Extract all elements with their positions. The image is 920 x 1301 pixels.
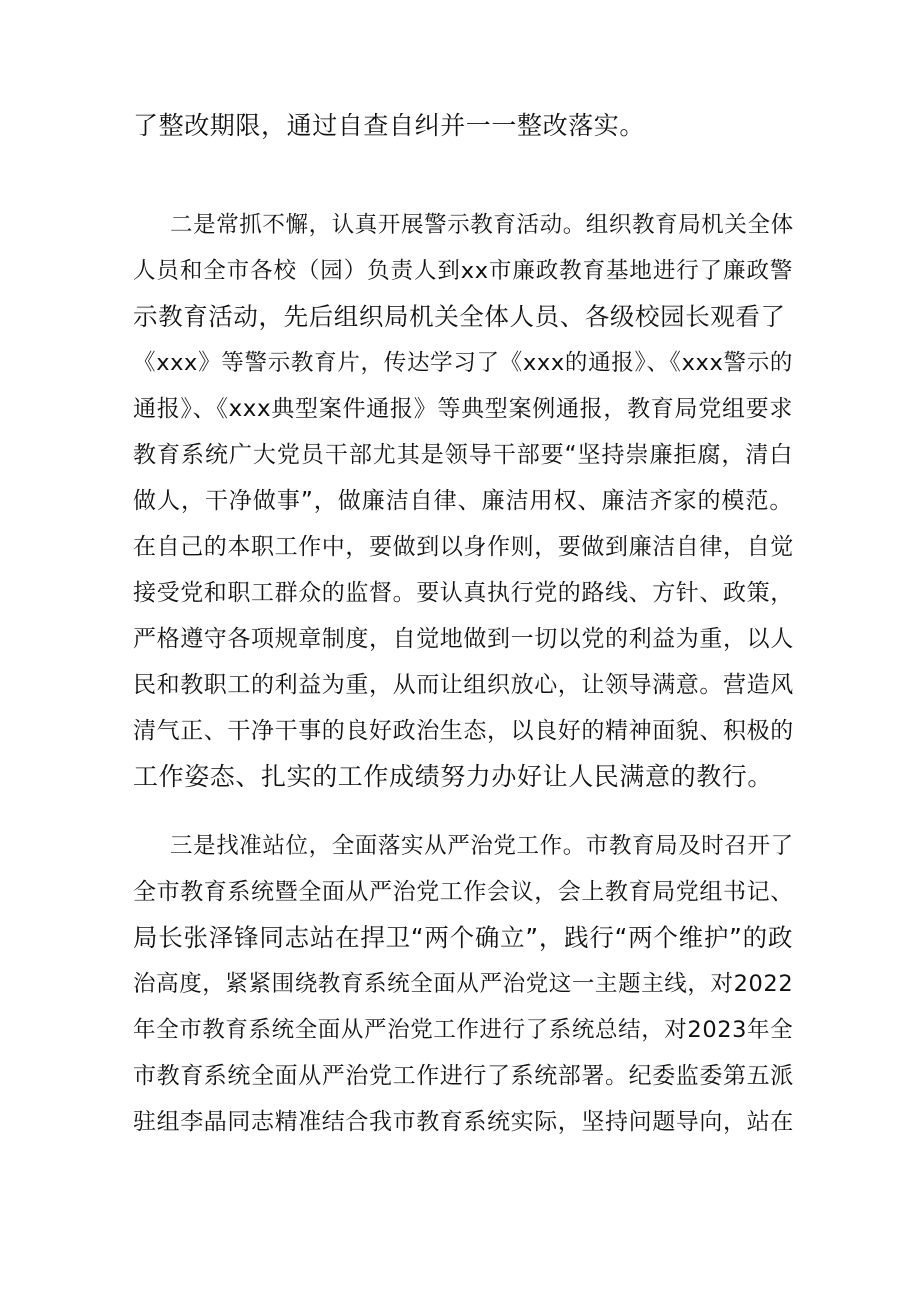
text-line: 工作姿态、扎实的工作成绩努力办好让人民满意的教行。 — [133, 762, 774, 791]
text-line: 人员和全市各校（园）负责人到xx市廉政教育基地进行了廉政警 — [133, 258, 793, 284]
paragraph-rectification-conclusion — [133, 103, 793, 149]
text-line: 做人，干净做事”，做廉洁自律、廉洁用权、廉洁齐家的模范。 — [133, 488, 793, 514]
paragraph-strict-party-governance — [133, 823, 793, 1145]
text-line: 民和教职工的利益为重，从而让组织放心，让领导满意。营造风 — [133, 672, 794, 698]
text-line: 清气正、干净干事的良好政治生态，以良好的精神面貌、积极的 — [133, 718, 794, 744]
text-line: 局长张泽锋同志站在捍卫“两个确立”，践行“两个维护”的政 — [133, 923, 793, 952]
text-line: 严格遵守各项规章制度，自觉地做到一切以党的利益为重，以人 — [133, 626, 794, 652]
text-line: 了整改期限，通过自查自纠并一一整改落实。 — [133, 111, 646, 140]
text-line: 示教育活动，先后组织局机关全体人员、各级校园长观看了 — [133, 302, 786, 331]
text-line: 《xxx》等警示教育片，传达学习了《xxx的通报》、《xxx警示的 — [133, 350, 793, 376]
text-line: 三是找准站位，全面落实从严治党工作。市教育局及时召开了 — [170, 833, 794, 859]
text-line: 教育系统广大党员干部尤其是领导干部要“坚持崇廉拒腐，清白 — [133, 442, 793, 468]
text-line: 驻组李晶同志精准结合我市教育系统实际，坚持问题导向，站在 — [133, 1109, 794, 1135]
text-line: 通报》、《xxx典型案件通报》等典型案例通报，教育局党组要求 — [133, 396, 793, 422]
paragraph-warning-education — [133, 202, 793, 800]
text-line: 年全市教育系统全面从严治党工作进行了系统总结，对2023年全 — [133, 1017, 794, 1043]
text-line: 在自己的本职工作中，要做到以身作则，要做到廉洁自律，自觉 — [133, 534, 794, 560]
text-line: 治高度，紧紧围绕教育系统全面从严治党这一主题主线，对2022 — [133, 971, 794, 997]
text-line: 全市教育系统暨全面从严治党工作会议，会上教育局党组书记、 — [133, 879, 794, 905]
text-line: 接受党和职工群众的监督。要认真执行党的路线、方针、政策， — [133, 580, 794, 606]
text-line: 市教育系统全面从严治党工作进行了系统部署。纪委监委第五派 — [133, 1063, 794, 1089]
text-line: 二是常抓不懈，认真开展警示教育活动。组织教育局机关全体 — [170, 212, 794, 238]
